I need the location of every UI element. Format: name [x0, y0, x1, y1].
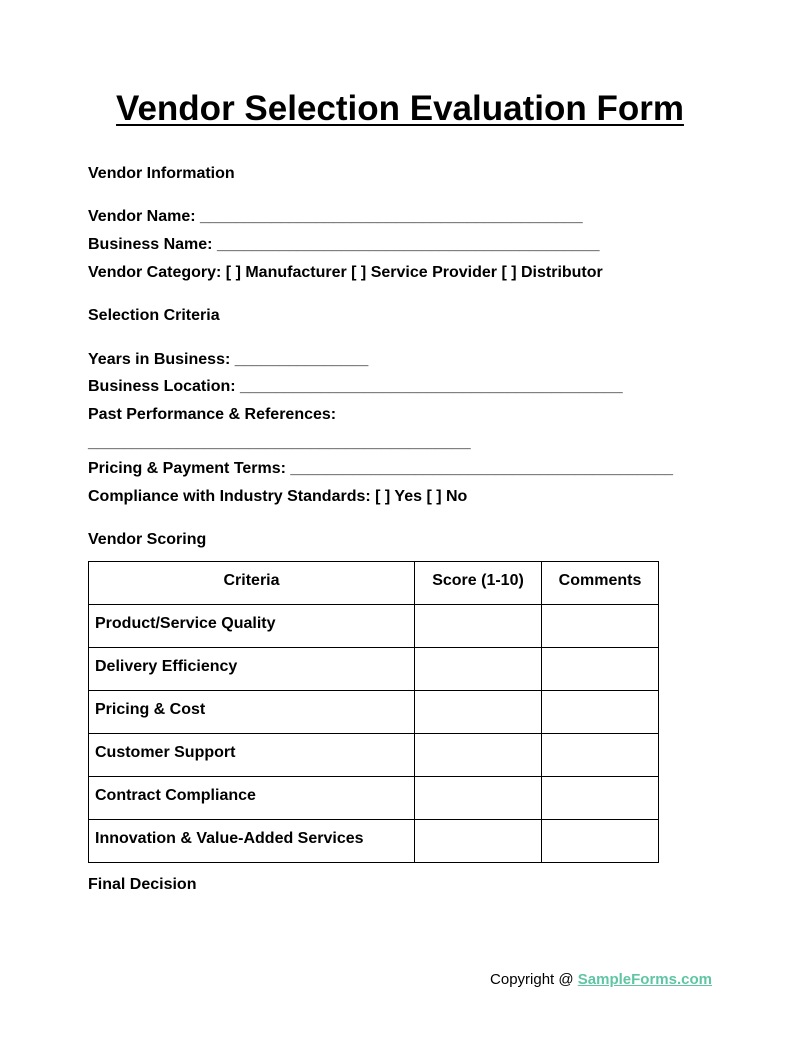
criteria-cell: Customer Support: [89, 734, 415, 777]
comments-cell[interactable]: [542, 734, 659, 777]
column-header-criteria: Criteria: [89, 562, 415, 605]
criteria-cell: Contract Compliance: [89, 777, 415, 820]
score-cell[interactable]: [415, 777, 542, 820]
comments-cell[interactable]: [542, 777, 659, 820]
vendor-scoring-table: [88, 561, 659, 863]
vendor-name-field[interactable]: Vendor Name: ___________________________________________: [88, 208, 583, 225]
comments-cell[interactable]: [542, 648, 659, 691]
past-performance-label: Past Performance & References:: [88, 406, 337, 423]
table-row: [89, 648, 659, 691]
criteria-cell: Delivery Efficiency: [89, 648, 415, 691]
comments-cell[interactable]: [542, 605, 659, 648]
score-cell[interactable]: [415, 734, 542, 777]
copyright-footer: [490, 970, 712, 990]
table-row: [89, 734, 659, 777]
compliance-field[interactable]: Compliance with Industry Standards: [ ] Yes [ ] No: [88, 488, 468, 505]
section-heading-selection-criteria: Selection Criteria: [88, 307, 220, 324]
business-name-field[interactable]: Business Name: ___________________________________________: [88, 236, 600, 253]
criteria-cell: Product/Service Quality: [89, 605, 415, 648]
criteria-cell: Pricing & Cost: [89, 691, 415, 734]
business-location-field[interactable]: Business Location: ___________________________________________: [88, 378, 623, 395]
criteria-cell: Innovation & Value-Added Services: [89, 820, 415, 863]
table-row: [89, 691, 659, 734]
score-cell[interactable]: [415, 820, 542, 863]
years-in-business-field[interactable]: Years in Business: _______________: [88, 351, 369, 368]
page-title: Vendor Selection Evaluation Form: [116, 89, 684, 128]
pricing-terms-field[interactable]: Pricing & Payment Terms: ___________________________________________: [88, 460, 674, 477]
score-cell[interactable]: [415, 691, 542, 734]
column-header-comments: Comments: [542, 562, 659, 605]
score-cell[interactable]: [415, 605, 542, 648]
table-header-row: [89, 562, 659, 605]
past-performance-field[interactable]: ___________________________________________: [88, 434, 471, 451]
column-header-score: Score (1-10): [415, 562, 542, 605]
section-heading-vendor-scoring: Vendor Scoring: [88, 531, 207, 548]
table-row: [89, 605, 659, 648]
table-row: [89, 777, 659, 820]
sampleforms-link[interactable]: SampleForms.com: [577, 971, 712, 988]
vendor-category-field[interactable]: Vendor Category: [ ] Manufacturer [ ] Service Provider [ ] Distributor: [88, 264, 603, 281]
comments-cell[interactable]: [542, 691, 659, 734]
section-heading-vendor-information: Vendor Information: [88, 165, 235, 182]
copyright-text: Copyright @: [490, 971, 578, 988]
score-cell[interactable]: [415, 648, 542, 691]
table-row: [89, 820, 659, 863]
section-heading-final-decision: Final Decision: [88, 876, 197, 893]
comments-cell[interactable]: [542, 820, 659, 863]
